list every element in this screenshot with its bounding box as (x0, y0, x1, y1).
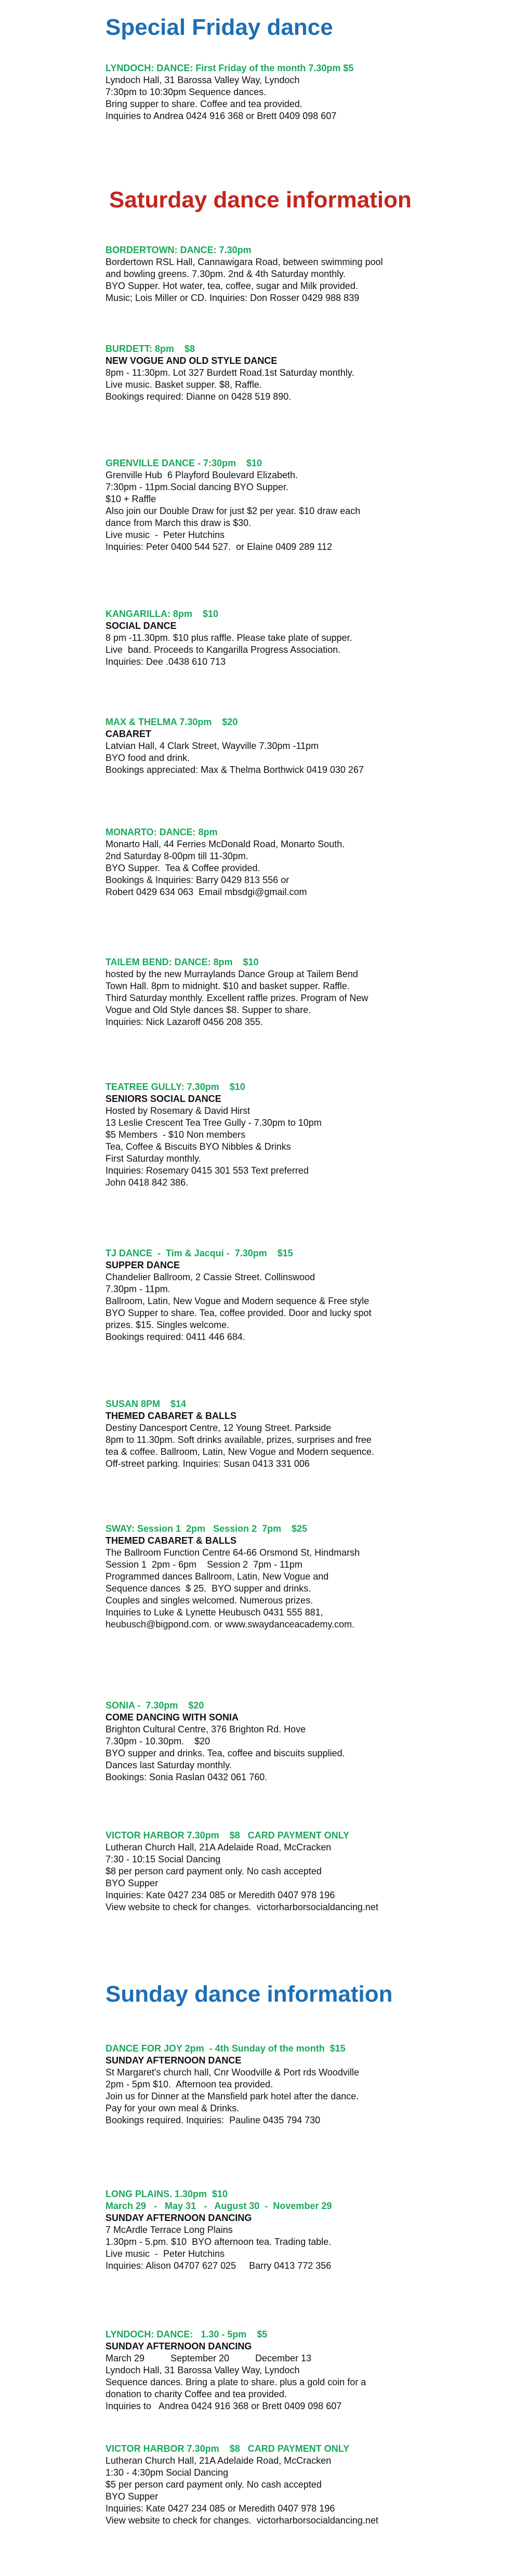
entry-line: Bookings required: 0411 446 684. (105, 1332, 245, 1342)
entry-header: VICTOR HARBOR 7.30pm $8 CARD PAYMENT ONLY (105, 2443, 350, 2454)
entry-line: St Margaret's church hall, Cnr Woodville & Port rds Woodville (105, 2067, 359, 2078)
dance-entry (105, 2188, 500, 2272)
entry-line: Also join our Double Draw for just $2 per year. $10 draw each (105, 506, 361, 516)
entry-line: First Saturday monthly. (105, 1153, 201, 1164)
entry-header: KANGARILLA: 8pm $10 (105, 609, 219, 619)
entry-line: Live music - Peter Hutchins (105, 530, 225, 540)
dance-entry (105, 1523, 500, 1631)
entry-line: 8pm - 11:30pm. Lot 327 Burdett Road.1st Saturday monthly. (105, 367, 354, 378)
entry-line: Inquiries to Luke & Lynette Heubusch 0431 555 881, (105, 1607, 323, 1618)
entry-line: Vogue and Old Style dances $8. Supper to share. (105, 1005, 311, 1015)
entry-line: prizes. $15. Singles welcome. (105, 1320, 230, 1330)
entry-line: Bookings appreciated: Max & Thelma Borthwick 0419 030 267 (105, 765, 364, 775)
entry-header: SWAY: Session 1 2pm Session 2 7pm $25 (105, 1523, 308, 1534)
entry-line: 7:30pm to 10:30pm Sequence dances. (105, 87, 267, 97)
entry-line: 8 pm -11.30pm. $10 plus raffle. Please take plate of supper. (105, 633, 352, 643)
entry-line: Session 1 2pm - 6pm Session 2 7pm - 11pm (105, 1559, 302, 1570)
entry-line: heubusch@bigpond.com. or www.swaydanceacademy.com. (105, 1619, 355, 1629)
entry-line: tea & coffee. Ballroom, Latin, New Vogue and Modern sequence. (105, 1447, 374, 1457)
entry-line: Hosted by Rosemary & David Hirst (105, 1106, 250, 1116)
dance-entry (105, 1398, 500, 1470)
entry-line: Bookings: Sonia Raslan 0432 061 760. (105, 1772, 268, 1782)
dance-entry (105, 457, 500, 553)
entry-header: BORDERTOWN: DANCE: 7.30pm (105, 245, 252, 255)
dance-entry (105, 62, 500, 122)
entry-line: Pay for your own meal & Drinks. (105, 2103, 240, 2113)
entry-line: Third Saturday monthly. Excellent raffle prizes. Program of New (105, 993, 368, 1003)
entry-line: Bookings & Inquiries: Barry 0429 813 556 or (105, 875, 289, 885)
entry-line: John 0418 842 386. (105, 1177, 189, 1188)
dance-entry (105, 1081, 500, 1189)
entry-line: 7.30pm - 11pm. (105, 1284, 170, 1294)
entry-line: Inquiries: Nick Lazaroff 0456 208 355. (105, 1017, 263, 1027)
entry-line: Grenville Hub 6 Playford Boulevard Elizabeth. (105, 470, 298, 480)
entry-line: BYO supper and drinks. Tea, coffee and biscuits supplied. (105, 1748, 345, 1758)
entry-line: Inquiries to Andrea 0424 916 368 or Brett 0409 098 607 (105, 2401, 342, 2411)
entry-line: Town Hall. 8pm to midnight. $10 and basket supper. Raffle. (105, 981, 350, 991)
entry-line: Brighton Cultural Centre, 376 Brighton Rd. Hove (105, 1724, 306, 1734)
friday-section-title: Special Friday dance (105, 15, 333, 40)
entry-line: Ballroom, Latin, New Vogue and Modern sequence & Free style (105, 1296, 369, 1306)
entry-line: 2nd Saturday 8-00pm till 11-30pm. (105, 851, 248, 861)
dance-entry (105, 1830, 500, 1913)
entry-line: BYO Supper (105, 1878, 159, 1888)
entry-line: Live music. Basket supper. $8, Raffle. (105, 379, 262, 390)
entry-line: The Ballroom Function Centre 64-66 Orsmond St, Hindmarsh (105, 1547, 360, 1558)
entry-line: BYO food and drink. (105, 753, 190, 763)
entry-line: Inquiries: Kate 0427 234 085 or Meredith 0407 978 196 (105, 2503, 335, 2514)
entry-line: hosted by the new Murraylands Dance Group at Tailem Bend (105, 969, 358, 979)
dance-entry (105, 1700, 500, 1783)
entry-subtitle: SUNDAY AFTERNOON DANCE (105, 2055, 242, 2066)
entry-subtitle: SUPPER DANCE (105, 1260, 180, 1270)
entry-line: BYO Supper. Tea & Coffee provided. (105, 863, 260, 873)
entry-line: Bookings required. Inquiries: Pauline 0435 794 730 (105, 2115, 321, 2125)
dance-entry (105, 244, 500, 304)
entry-line: BYO Supper (105, 2491, 159, 2502)
dance-entry (105, 2043, 500, 2126)
entry-line: dance from March this draw is $30. (105, 518, 252, 528)
entry-line: 7:30pm - 11pm.Social dancing BYO Supper. (105, 482, 288, 492)
entry-line: Latvian Hall, 4 Clark Street, Wayville 7.30pm -11pm (105, 741, 319, 751)
entry-line: BYO Supper. Hot water, tea, coffee, sugar and Milk provided. (105, 281, 358, 291)
entry-line: $5 Members - $10 Non members (105, 1129, 246, 1140)
entry-line: 7:30 - 10:15 Social Dancing (105, 1854, 221, 1864)
sunday-section-title: Sunday dance information (105, 1981, 393, 2007)
entry-line: Inquiries: Kate 0427 234 085 or Meredith 0407 978 196 (105, 1890, 335, 1900)
dance-entry (105, 826, 500, 898)
entry-line: 2pm - 5pm $10. Afternoon tea provided. (105, 2079, 273, 2089)
dance-entry (105, 956, 500, 1028)
entry-line: BYO Supper to share. Tea, coffee provided. Door and lucky spot (105, 1308, 372, 1318)
dance-entry (105, 716, 500, 776)
dance-entry (105, 343, 500, 403)
dance-entry (105, 2329, 500, 2412)
entry-header: MAX & THELMA 7.30pm $20 (105, 717, 238, 727)
entry-subtitle: THEMED CABARET & BALLS (105, 1411, 236, 1421)
entry-line: Dances last Saturday monthly. (105, 1760, 232, 1770)
entry-line: Lyndoch Hall, 31 Barossa Valley Way, Lyndoch (105, 2365, 300, 2375)
entry-header: SONIA - 7.30pm $20 (105, 1700, 204, 1711)
entry-line: Lutheran Church Hall, 21A Adelaide Road, McCracken (105, 2455, 332, 2466)
dance-entry (105, 1247, 500, 1343)
entry-line: Bring supper to share. Coffee and tea provided. (105, 99, 302, 109)
entry-header: VICTOR HARBOR 7.30pm $8 CARD PAYMENT ONLY (105, 1830, 350, 1841)
entry-line: 1.30pm - 5.pm. $10 BYO afternoon tea. Trading table. (105, 2237, 332, 2247)
entry-line: Music; Lois Miller or CD. Inquiries: Don Rosser 0429 988 839 (105, 293, 360, 303)
entry-line: 7 McArdle Terrace Long Plains (105, 2225, 233, 2235)
entry-header: MONARTO: DANCE: 8pm (105, 827, 218, 837)
entry-line: 1:30 - 4:30pm Social Dancing (105, 2467, 229, 2478)
entry-line: Robert 0429 634 063 Email mbsdgi@gmail.com (105, 887, 307, 897)
entry-line: Inquiries: Alison 04707 627 025 Barry 0413 772 356 (105, 2260, 332, 2271)
entry-header: SUSAN 8PM $14 (105, 1399, 187, 1409)
entry-line: Live music - Peter Hutchins (105, 2249, 225, 2259)
entry-line: $5 per person card payment only. No cash accepted (105, 2479, 322, 2490)
entry-subtitle: SUNDAY AFTERNOON DANCING (105, 2213, 252, 2223)
entry-line: 7.30pm - 10.30pm. $20 (105, 1736, 210, 1746)
entry-line: Programmed dances Ballroom, Latin, New Vogue and (105, 1571, 329, 1582)
entry-subtitle: CABARET (105, 729, 151, 739)
entry-line: Sequence dances $ 25. BYO supper and drinks. (105, 1583, 311, 1594)
entry-line: Lutheran Church Hall, 21A Adelaide Road, McCracken (105, 1842, 332, 1852)
entry-line: Bordertown RSL Hall, Cannawigara Road, between swimming pool (105, 257, 383, 267)
dance-entry (105, 608, 500, 668)
entry-line: Tea, Coffee & Biscuits BYO Nibbles & Drinks (105, 1141, 291, 1152)
entry-line: Inquiries: Peter 0400 544 527. or Elaine 0409 289 112 (105, 542, 332, 552)
dance-entry (105, 2443, 500, 2527)
entry-line: March 29 September 20 December 13 (105, 2353, 312, 2363)
entry-line: Inquiries to Andrea 0424 916 368 or Brett 0409 098 607 (105, 111, 337, 121)
entry-header: TJ DANCE - Tim & Jacqui - 7.30pm $15 (105, 1248, 293, 1258)
entry-line: Off-street parking. Inquiries: Susan 0413 331 006 (105, 1458, 310, 1469)
entry-line: Sequence dances. Bring a plate to share. plus a gold coin for a (105, 2377, 366, 2387)
entry-header: LONG PLAINS. 1.30pm $10 March 29 - May 31 - August 30 - November 29 (105, 2189, 332, 2211)
entry-subtitle: COME DANCING WITH SONIA (105, 1712, 239, 1723)
entry-line: Inquiries: Rosemary 0415 301 553 Text preferred (105, 1165, 309, 1176)
entry-subtitle: SOCIAL DANCE (105, 621, 177, 631)
entry-line: Join us for Dinner at the Mansfield park hotel after the dance. (105, 2091, 359, 2101)
entry-line: View website to check for changes. victorharborsocialdancing.net (105, 2515, 378, 2526)
entry-header: DANCE FOR JOY 2pm - 4th Sunday of the month $15 (105, 2043, 346, 2054)
saturday-section-title: Saturday dance information (109, 187, 412, 213)
entry-header: TEATREE GULLY: 7.30pm $10 (105, 1082, 245, 1092)
entry-subtitle: SENIORS SOCIAL DANCE (105, 1094, 221, 1104)
entry-header: LYNDOCH: DANCE: 1.30 - 5pm $5 (105, 2329, 268, 2340)
entry-line: Bookings required: Dianne on 0428 519 890. (105, 391, 292, 402)
entry-line: View website to check for changes. victorharborsocialdancing.net (105, 1902, 378, 1912)
entry-subtitle: NEW VOGUE AND OLD STYLE DANCE (105, 356, 278, 366)
entry-line: 13 Leslie Crescent Tea Tree Gully - 7.30pm to 10pm (105, 1118, 322, 1128)
entry-line: Chandelier Ballroom, 2 Cassie Street. Collinswood (105, 1272, 315, 1282)
entry-line: $10 + Raffle (105, 494, 156, 504)
entry-line: Destiny Dancesport Centre, 12 Young Street. Parkside (105, 1423, 332, 1433)
entry-header: TAILEM BEND: DANCE: 8pm $10 (105, 957, 259, 967)
entry-subtitle: SUNDAY AFTERNOON DANCING (105, 2341, 252, 2351)
entry-header: LYNDOCH: DANCE: First Friday of the month 7.30pm $5 (105, 63, 354, 73)
entry-line: 8pm to 11.30pm. Soft drinks available, prizes, surprises and free (105, 1435, 372, 1445)
entry-line: $8 per person card payment only. No cash accepted (105, 1866, 322, 1876)
entry-header: GRENVILLE DANCE - 7:30pm $10 (105, 458, 262, 468)
entry-line: Inquiries: Dee .0438 610 713 (105, 656, 226, 667)
entry-line: Couples and singles welcomed. Numerous prizes. (105, 1595, 313, 1606)
entry-line: and bowling greens. 7.30pm. 2nd & 4th Saturday monthly. (105, 269, 346, 279)
entry-line: Lyndoch Hall, 31 Barossa Valley Way, Lyndoch (105, 75, 300, 85)
entry-line: Live band. Proceeds to Kangarilla Progress Association. (105, 645, 341, 655)
entry-header: BURDETT: 8pm $8 (105, 344, 195, 354)
entry-line: donation to charity Coffee and tea provided. (105, 2389, 287, 2399)
entry-subtitle: THEMED CABARET & BALLS (105, 1535, 236, 1546)
entry-line: Monarto Hall, 44 Ferries McDonald Road, Monarto South. (105, 839, 345, 849)
